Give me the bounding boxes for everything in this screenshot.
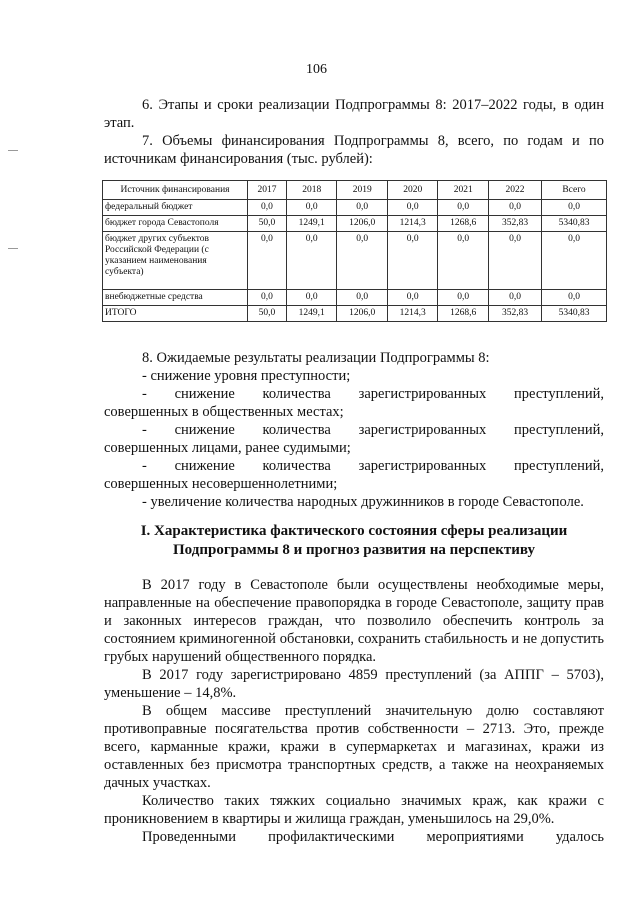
cell-value: 0,0 <box>387 290 438 306</box>
row-source: федеральный бюджет <box>103 200 248 216</box>
table-row <box>103 232 607 290</box>
result-item: - снижение количества зарегистрированных преступлений, <box>142 458 604 474</box>
header-source: Источник финансирования <box>103 181 248 200</box>
table-row <box>103 290 607 306</box>
cell-value: 0,0 <box>387 232 438 290</box>
cell-value: 0,0 <box>438 200 489 216</box>
cell-value: 0,0 <box>248 200 287 216</box>
cell-value: 1214,3 <box>387 306 438 322</box>
financing-table <box>102 180 607 322</box>
row-source: бюджет города Севастополя <box>103 216 248 232</box>
row-source: ИТОГО <box>103 306 248 322</box>
heading-line: I. Характеристика фактического состояния сферы реализации <box>140 523 568 539</box>
cell-value: 352,83 <box>489 306 542 322</box>
page-number: 106 <box>306 62 327 77</box>
cell-value: 50,0 <box>248 216 287 232</box>
section-heading <box>104 522 604 560</box>
section-7-text: 7. Объемы финансирования Подпрограммы 8, всего, по годам и по источникам финансирования (тыс. рублей): <box>104 133 604 167</box>
cell-value: 0,0 <box>337 232 388 290</box>
cell-value: 0,0 <box>542 290 607 306</box>
result-item-cont: совершенных лицами, ранее судимыми; <box>104 440 351 456</box>
paragraph: В 2017 году зарегистрировано 4859 преступлений (за АППГ – 5703), уменьшение – 14,8%. <box>104 667 604 701</box>
result-item: - увеличение количества народных дружинников в городе Севастополе. <box>142 494 584 510</box>
margin-mark <box>8 150 18 151</box>
cell-value: 352,83 <box>489 216 542 232</box>
heading-line: Подпрограммы 8 и прогноз развития на перспективу <box>173 542 535 558</box>
header-2017: 2017 <box>248 181 287 200</box>
result-item: - снижение уровня преступности; <box>142 368 351 384</box>
margin-mark <box>8 248 18 249</box>
cell-value: 0,0 <box>337 200 388 216</box>
result-item-cont: совершенных в общественных местах; <box>104 404 344 420</box>
cell-value: 0,0 <box>286 290 337 306</box>
cell-value: 0,0 <box>489 232 542 290</box>
cell-value: 0,0 <box>542 200 607 216</box>
cell-value: 1249,1 <box>286 216 337 232</box>
table-header-row <box>103 181 607 200</box>
cell-value: 0,0 <box>337 290 388 306</box>
paragraph: Количество таких тяжких социально значимых краж, как кражи с проникновением в квартиры и жилища граждан, уменьшилось на 29,0%. <box>104 793 604 827</box>
row-source: бюджет других субъектов Российской Федерации (с указанием наименования субъекта) <box>103 232 248 290</box>
cell-value: 1249,1 <box>286 306 337 322</box>
header-2019: 2019 <box>337 181 388 200</box>
header-2020: 2020 <box>387 181 438 200</box>
result-item: - снижение количества зарегистрированных преступлений, <box>142 386 604 402</box>
table-row <box>103 216 607 232</box>
cell-value: 5340,83 <box>542 216 607 232</box>
paragraph: Проведенными профилактическими мероприятиями удалось <box>142 829 604 845</box>
cell-value: 5340,83 <box>542 306 607 322</box>
cell-value: 0,0 <box>286 200 337 216</box>
header-total: Всего <box>542 181 607 200</box>
cell-value: 1214,3 <box>387 216 438 232</box>
row-source: внебюджетные средства <box>103 290 248 306</box>
cell-value: 0,0 <box>438 290 489 306</box>
table-row-total <box>103 306 607 322</box>
cell-value: 0,0 <box>489 200 542 216</box>
section-8-title: 8. Ожидаемые результаты реализации Подпрограммы 8: <box>142 350 490 366</box>
cell-value: 0,0 <box>248 290 287 306</box>
cell-value: 1206,0 <box>337 306 388 322</box>
cell-value: 0,0 <box>248 232 287 290</box>
header-2021: 2021 <box>438 181 489 200</box>
section-6-text: 6. Этапы и сроки реализации Подпрограммы 8: 2017–2022 годы, в один этап. <box>104 97 604 131</box>
cell-value: 0,0 <box>286 232 337 290</box>
cell-value: 0,0 <box>387 200 438 216</box>
paragraph: В общем массиве преступлений значительную долю составляют противоправные посягательства против собственности – 2713. Это, прежде всего, карманные кражи, кражи в супермаркетах и магазинах, кражи из оставленных без присмотра транспортных средств, а также на неохраняемых дачных участках. <box>104 703 604 791</box>
table-row <box>103 200 607 216</box>
cell-value: 0,0 <box>542 232 607 290</box>
cell-value: 1268,6 <box>438 216 489 232</box>
result-item-cont: совершенных несовершеннолетними; <box>104 476 338 492</box>
cell-value: 50,0 <box>248 306 287 322</box>
cell-value: 0,0 <box>438 232 489 290</box>
cell-value: 1206,0 <box>337 216 388 232</box>
header-2018: 2018 <box>286 181 337 200</box>
result-item: - снижение количества зарегистрированных преступлений, <box>142 422 604 438</box>
paragraph: В 2017 году в Севастополе были осуществлены необходимые меры, направленные на обеспечение правопорядка в городе Севастополе, защиту прав и законных интересов граждан, что позволило обеспечить контроль за состоянием криминогенной обстановки, сохранить стабильность и не допустить грубых нарушений общественного порядка. <box>104 577 604 665</box>
cell-value: 0,0 <box>489 290 542 306</box>
header-2022: 2022 <box>489 181 542 200</box>
cell-value: 1268,6 <box>438 306 489 322</box>
